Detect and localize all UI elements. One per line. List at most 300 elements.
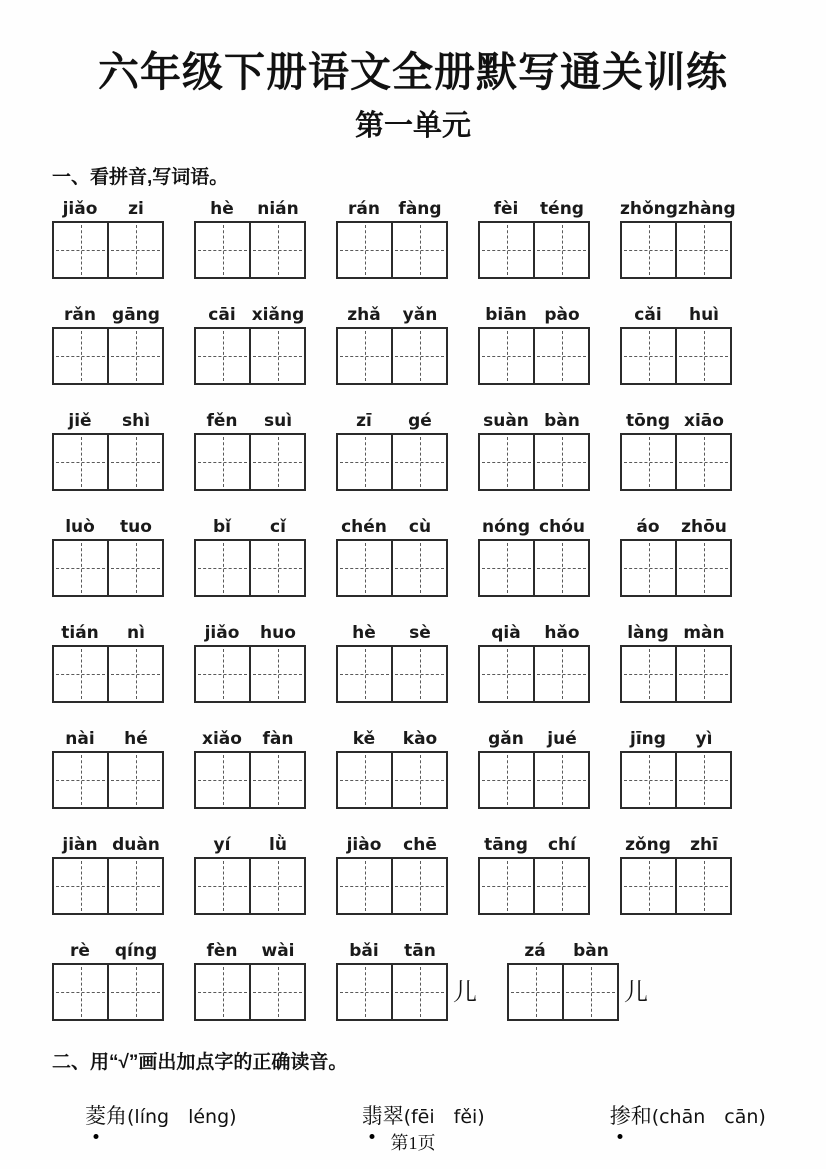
pinyin-syllable-1: nài: [65, 729, 95, 750]
dotted-char: 菱: [85, 1100, 106, 1130]
writing-box[interactable]: [54, 753, 107, 807]
writing-box[interactable]: [249, 435, 304, 489]
writing-box-pair[interactable]: [336, 751, 448, 809]
pinyin-syllable-1: zhǎ: [347, 305, 381, 326]
pinyin-syllable-2: hǎo: [544, 623, 580, 644]
word-cell: [336, 729, 448, 809]
writing-box[interactable]: [196, 329, 249, 383]
pinyin-syllable-1: zǒng: [625, 835, 671, 856]
writing-box[interactable]: [533, 329, 588, 383]
word-cell: [478, 411, 590, 491]
pinyin-syllable-1: nóng: [481, 517, 531, 538]
writing-box[interactable]: [391, 329, 446, 383]
pinyin-syllable-2: màn: [683, 623, 725, 644]
pinyin-row: [52, 835, 826, 915]
pinyin-syllable-1: jiǎo: [62, 199, 98, 220]
writing-box[interactable]: [107, 647, 162, 701]
pinyin-label: [194, 623, 306, 645]
writing-box[interactable]: [533, 859, 588, 913]
pinyin-label: [507, 941, 619, 963]
pinyin-syllable-1: cǎi: [634, 305, 662, 326]
writing-box[interactable]: [562, 965, 617, 1019]
writing-box[interactable]: [675, 647, 730, 701]
pinyin-syllable-2: xiāo: [684, 411, 724, 432]
word-cell: [620, 623, 732, 703]
pinyin-syllable-1: fèi: [493, 199, 519, 220]
pinyin-row: [52, 623, 826, 703]
writing-box[interactable]: [391, 965, 446, 1019]
word-rest: 角: [106, 1105, 127, 1129]
pinyin-options[interactable]: (líng léng): [127, 1106, 237, 1129]
pinyin-label: [478, 305, 590, 327]
writing-box[interactable]: [196, 647, 249, 701]
writing-box[interactable]: [54, 965, 107, 1019]
pinyin-label: [620, 729, 732, 751]
pinyin-syllable-2: wài: [261, 941, 295, 962]
writing-box[interactable]: [675, 329, 730, 383]
word-cell: [336, 199, 448, 279]
writing-box-pair[interactable]: [194, 433, 306, 491]
pinyin-syllable-2: kào: [402, 729, 438, 750]
er-suffix: 儿: [624, 979, 648, 1007]
word-cell: [194, 199, 306, 279]
writing-box[interactable]: [675, 753, 730, 807]
pinyin-syllable-1: luò: [65, 517, 95, 538]
pinyin-syllable-2: nián: [257, 199, 299, 220]
pinyin-syllable-2: fàn: [262, 729, 294, 750]
pinyin-syllable-1: rán: [348, 199, 380, 220]
writing-box[interactable]: [533, 223, 588, 277]
writing-box[interactable]: [249, 223, 304, 277]
word-cell: [620, 411, 732, 491]
writing-box-pair[interactable]: [52, 433, 164, 491]
pinyin-syllable-1: fěn: [206, 411, 238, 432]
pinyin-label: [336, 835, 448, 857]
pinyin-syllable-2: shì: [121, 411, 151, 432]
word-cell: [336, 941, 477, 1021]
writing-box[interactable]: [338, 223, 391, 277]
pinyin-syllable-2: nì: [127, 623, 145, 644]
pinyin-syllable-1: biān: [485, 305, 527, 326]
word-cell: [52, 941, 164, 1021]
pinyin-options[interactable]: (fēi fěi): [403, 1106, 485, 1129]
pinyin-label: [52, 199, 164, 221]
pinyin-label: [194, 835, 306, 857]
writing-box[interactable]: [675, 435, 730, 489]
word-label: [610, 1105, 652, 1128]
writing-box[interactable]: [622, 329, 675, 383]
writing-box[interactable]: [509, 965, 562, 1019]
pinyin-label: [52, 411, 164, 433]
writing-box-pair[interactable]: [620, 645, 732, 703]
pinyin-label: [52, 941, 164, 963]
pinyin-label: [194, 199, 306, 221]
word-cell: [52, 199, 164, 279]
pinyin-syllable-2: fàng: [398, 199, 442, 220]
writing-box-pair[interactable]: [478, 327, 590, 385]
pinyin-label: [194, 411, 306, 433]
pinyin-syllable-2: qíng: [114, 941, 158, 962]
word-cell: [620, 517, 732, 597]
pinyin-syllable-1: làng: [627, 623, 669, 644]
pronunciation-item: [362, 1100, 485, 1130]
pinyin-label: [336, 411, 448, 433]
pinyin-options[interactable]: (chān cān): [651, 1106, 766, 1129]
writing-box[interactable]: [480, 647, 533, 701]
writing-box-pair[interactable]: [52, 221, 164, 279]
writing-box[interactable]: [622, 435, 675, 489]
writing-box[interactable]: [480, 223, 533, 277]
pinyin-label: [478, 729, 590, 751]
word-cell: [194, 411, 306, 491]
writing-box[interactable]: [107, 753, 162, 807]
writing-box-pair[interactable]: [478, 857, 590, 915]
pinyin-syllable-2: chē: [403, 835, 437, 856]
pinyin-row: [52, 305, 826, 385]
pinyin-label: [478, 623, 590, 645]
writing-box[interactable]: [249, 965, 304, 1019]
word-cell: [478, 835, 590, 915]
word-cell: [336, 517, 448, 597]
unit-subtitle: 第一单元: [354, 110, 471, 143]
word-cell: [52, 729, 164, 809]
writing-box[interactable]: [675, 541, 730, 595]
writing-box[interactable]: [196, 223, 249, 277]
writing-box[interactable]: [675, 859, 730, 913]
pinyin-label: [620, 305, 732, 327]
writing-box-pair[interactable]: [336, 857, 448, 915]
pinyin-row: [52, 411, 826, 491]
writing-box[interactable]: [622, 859, 675, 913]
writing-box[interactable]: [338, 329, 391, 383]
writing-box-pair[interactable]: [620, 433, 732, 491]
word-cell: [52, 835, 164, 915]
writing-box-pair[interactable]: [194, 857, 306, 915]
writing-box[interactable]: [338, 647, 391, 701]
writing-box[interactable]: [196, 965, 249, 1019]
writing-box-pair[interactable]: [194, 963, 306, 1021]
pinyin-syllable-1: bǎi: [349, 941, 379, 962]
pinyin-syllable-1: zhǒng: [620, 199, 678, 220]
word-cell: [194, 941, 306, 1021]
pinyin-syllable-1: yí: [213, 835, 231, 856]
writing-box[interactable]: [249, 541, 304, 595]
pinyin-syllable-1: cāi: [208, 305, 236, 326]
writing-box[interactable]: [107, 329, 162, 383]
writing-box[interactable]: [480, 859, 533, 913]
writing-box[interactable]: [107, 965, 162, 1019]
pinyin-label: [194, 305, 306, 327]
pinyin-syllable-1: zá: [524, 941, 546, 962]
pinyin-label: [52, 623, 164, 645]
writing-box-pair[interactable]: [52, 857, 164, 915]
pinyin-label: [478, 199, 590, 221]
writing-box-pair[interactable]: [336, 221, 448, 279]
pinyin-syllable-1: jiǎo: [204, 623, 240, 644]
pinyin-syllable-2: téng: [540, 199, 584, 220]
writing-box[interactable]: [391, 223, 446, 277]
pinyin-label: [620, 517, 732, 539]
pinyin-syllable-1: áo: [636, 517, 660, 538]
pinyin-syllable-2: zi: [128, 199, 144, 220]
pinyin-syllable-2: zhōu: [681, 517, 727, 538]
writing-box[interactable]: [107, 859, 162, 913]
writing-box[interactable]: [391, 541, 446, 595]
word-label: [85, 1105, 127, 1128]
word-cell: [620, 199, 736, 279]
page-title: 六年级下册语文全册默写通关训练: [98, 49, 728, 95]
pinyin-syllable-2: zhàng: [677, 199, 736, 220]
word-rest: 翠: [382, 1105, 404, 1129]
writing-box-pair[interactable]: [620, 221, 732, 279]
section1-heading: 一、看拼音,写词语。: [52, 167, 229, 189]
writing-box-pair[interactable]: [336, 433, 448, 491]
writing-box[interactable]: [54, 435, 107, 489]
writing-box[interactable]: [249, 753, 304, 807]
pinyin-syllable-1: jiào: [346, 835, 382, 856]
pinyin-syllable-1: rǎn: [64, 305, 96, 326]
pinyin-label: [336, 623, 448, 645]
writing-box-pair[interactable]: [194, 539, 306, 597]
writing-box-pair[interactable]: [336, 327, 448, 385]
pinyin-syllable-1: zī: [356, 411, 372, 432]
writing-box-pair[interactable]: [52, 751, 164, 809]
pinyin-row: [52, 517, 826, 597]
pinyin-syllable-1: gǎn: [488, 729, 524, 750]
writing-box-pair[interactable]: [194, 327, 306, 385]
dotted-char: 翡: [362, 1100, 383, 1130]
pinyin-label: [194, 941, 306, 963]
pinyin-syllable-2: zhī: [690, 835, 718, 856]
word-cell: [620, 835, 732, 915]
writing-box-pair[interactable]: [52, 327, 164, 385]
writing-box[interactable]: [196, 435, 249, 489]
pinyin-label: [336, 517, 448, 539]
word-cell: [194, 835, 306, 915]
writing-box-pair[interactable]: [478, 751, 590, 809]
pinyin-syllable-1: jiàn: [62, 835, 98, 856]
word-label: [362, 1105, 404, 1128]
word-cell: [52, 411, 164, 491]
pinyin-syllable-1: xiǎo: [202, 729, 242, 750]
writing-box[interactable]: [622, 753, 675, 807]
writing-box[interactable]: [622, 647, 675, 701]
writing-box[interactable]: [391, 435, 446, 489]
pinyin-syllable-2: yì: [695, 729, 713, 750]
pinyin-syllable-2: pào: [544, 305, 580, 326]
pinyin-syllable-1: suàn: [483, 411, 529, 432]
writing-box[interactable]: [480, 435, 533, 489]
pinyin-syllable-2: gé: [408, 411, 432, 432]
pinyin-label: [52, 517, 164, 539]
pinyin-syllable-2: huo: [260, 623, 296, 644]
writing-box[interactable]: [196, 859, 249, 913]
pinyin-label: [620, 411, 732, 433]
writing-box[interactable]: [54, 647, 107, 701]
word-cell: [478, 199, 590, 279]
writing-box-pair[interactable]: [478, 221, 590, 279]
pinyin-syllable-2: bàn: [544, 411, 580, 432]
writing-box-pair[interactable]: [478, 433, 590, 491]
pronunciation-item: [610, 1100, 766, 1130]
pinyin-syllable-1: bǐ: [213, 517, 231, 538]
pinyin-syllable-1: tōng: [625, 411, 671, 432]
writing-box[interactable]: [107, 435, 162, 489]
pinyin-syllable-1: tián: [61, 623, 99, 644]
writing-box-pair[interactable]: [194, 221, 306, 279]
word-cell: [52, 517, 164, 597]
pinyin-label: [336, 305, 448, 327]
writing-box[interactable]: [622, 223, 675, 277]
pinyin-syllable-2: tuo: [120, 517, 152, 538]
pinyin-syllable-2: gāng: [112, 305, 160, 326]
section2-heading: 二、用“√”画出加点字的正确读音。: [52, 1052, 348, 1074]
pinyin-label: [478, 411, 590, 433]
pinyin-syllable-2: yǎn: [402, 305, 438, 326]
pinyin-row: [52, 941, 826, 1021]
writing-box-pair[interactable]: [478, 539, 590, 597]
pinyin-label: [52, 835, 164, 857]
pinyin-syllable-2: hé: [124, 729, 148, 750]
pinyin-label: [336, 199, 448, 221]
writing-box[interactable]: [391, 647, 446, 701]
writing-box[interactable]: [675, 223, 730, 277]
pinyin-syllable-2: bàn: [573, 941, 609, 962]
writing-box-pair[interactable]: [194, 751, 306, 809]
pinyin-syllable-1: qià: [491, 623, 521, 644]
pinyin-syllable-1: chén: [341, 517, 387, 538]
pinyin-syllable-2: suì: [263, 411, 293, 432]
writing-box[interactable]: [249, 859, 304, 913]
writing-box[interactable]: [249, 329, 304, 383]
pinyin-syllable-2: tān: [404, 941, 436, 962]
pinyin-syllable-1: tāng: [484, 835, 528, 856]
writing-box[interactable]: [54, 859, 107, 913]
word-cell: [478, 305, 590, 385]
word-cell: [336, 623, 448, 703]
pinyin-label: [478, 835, 590, 857]
er-suffix: 儿: [453, 979, 477, 1007]
pronunciation-item: [85, 1100, 237, 1130]
writing-box-pair[interactable]: [620, 751, 732, 809]
pinyin-label: [620, 199, 736, 221]
page-number: 第1页: [390, 1133, 436, 1153]
writing-box[interactable]: [54, 541, 107, 595]
pinyin-syllable-1: kě: [352, 729, 376, 750]
word-cell: [52, 305, 164, 385]
word-cell: [620, 305, 732, 385]
writing-box-pair[interactable]: [620, 539, 732, 597]
pinyin-label: [194, 729, 306, 751]
pronunciation-row: [85, 1100, 826, 1130]
writing-box[interactable]: [480, 541, 533, 595]
writing-box[interactable]: [338, 541, 391, 595]
writing-box[interactable]: [249, 647, 304, 701]
pinyin-syllable-1: jiě: [68, 411, 92, 432]
word-cell: [336, 835, 448, 915]
pinyin-label: [194, 517, 306, 539]
word-cell: [478, 623, 590, 703]
pinyin-grid: [0, 189, 826, 1021]
writing-box[interactable]: [338, 435, 391, 489]
word-cell: [194, 623, 306, 703]
pinyin-label: [336, 941, 448, 963]
writing-box[interactable]: [196, 541, 249, 595]
writing-box[interactable]: [107, 223, 162, 277]
writing-box[interactable]: [391, 753, 446, 807]
pinyin-syllable-1: hè: [352, 623, 376, 644]
writing-box[interactable]: [480, 329, 533, 383]
writing-box-pair[interactable]: [52, 539, 164, 597]
writing-box[interactable]: [533, 647, 588, 701]
word-cell: [478, 729, 590, 809]
pinyin-syllable-2: sè: [409, 623, 431, 644]
pinyin-syllable-1: rè: [70, 941, 90, 962]
pinyin-syllable-2: chí: [547, 835, 576, 856]
word-cell: [194, 517, 306, 597]
writing-box-pair[interactable]: [620, 327, 732, 385]
pinyin-syllable-2: duàn: [112, 835, 160, 856]
writing-box-pair[interactable]: [52, 963, 164, 1021]
writing-box[interactable]: [196, 753, 249, 807]
pinyin-syllable-2: chóu: [539, 517, 585, 538]
writing-box-pair[interactable]: [620, 857, 732, 915]
pinyin-syllable-1: jīng: [630, 729, 666, 750]
pinyin-label: [620, 835, 732, 857]
writing-box[interactable]: [338, 965, 391, 1019]
writing-box[interactable]: [54, 329, 107, 383]
writing-box[interactable]: [480, 753, 533, 807]
word-cell: [620, 729, 732, 809]
dotted-char: 掺: [610, 1100, 631, 1130]
pinyin-row: [52, 199, 826, 279]
writing-box[interactable]: [533, 435, 588, 489]
writing-box[interactable]: [622, 541, 675, 595]
writing-box[interactable]: [338, 859, 391, 913]
writing-box-pair[interactable]: [336, 539, 448, 597]
pinyin-syllable-2: xiǎng: [251, 305, 305, 326]
word-cell: [478, 517, 590, 597]
writing-box[interactable]: [533, 541, 588, 595]
writing-box-pair[interactable]: [336, 963, 448, 1021]
pinyin-syllable-1: hè: [210, 199, 234, 220]
writing-box[interactable]: [533, 753, 588, 807]
word-cell: [336, 305, 448, 385]
writing-box-pair[interactable]: [336, 645, 448, 703]
pinyin-syllable-2: cǐ: [270, 517, 286, 538]
writing-box-pair[interactable]: [507, 963, 619, 1021]
writing-box[interactable]: [338, 753, 391, 807]
pinyin-syllable-2: huì: [688, 305, 720, 326]
writing-box[interactable]: [107, 541, 162, 595]
writing-box-pair[interactable]: [194, 645, 306, 703]
word-cell: [507, 941, 648, 1021]
writing-box-pair[interactable]: [52, 645, 164, 703]
pinyin-row: [52, 729, 826, 809]
pinyin-label: [52, 729, 164, 751]
writing-box[interactable]: [54, 223, 107, 277]
word-cell: [194, 305, 306, 385]
writing-box[interactable]: [391, 859, 446, 913]
pinyin-syllable-1: fèn: [206, 941, 238, 962]
pinyin-label: [52, 305, 164, 327]
writing-box-pair[interactable]: [478, 645, 590, 703]
pinyin-label: [336, 729, 448, 751]
pinyin-label: [620, 623, 732, 645]
word-cell: [52, 623, 164, 703]
word-cell: [336, 411, 448, 491]
pinyin-syllable-2: lǜ: [269, 835, 287, 856]
